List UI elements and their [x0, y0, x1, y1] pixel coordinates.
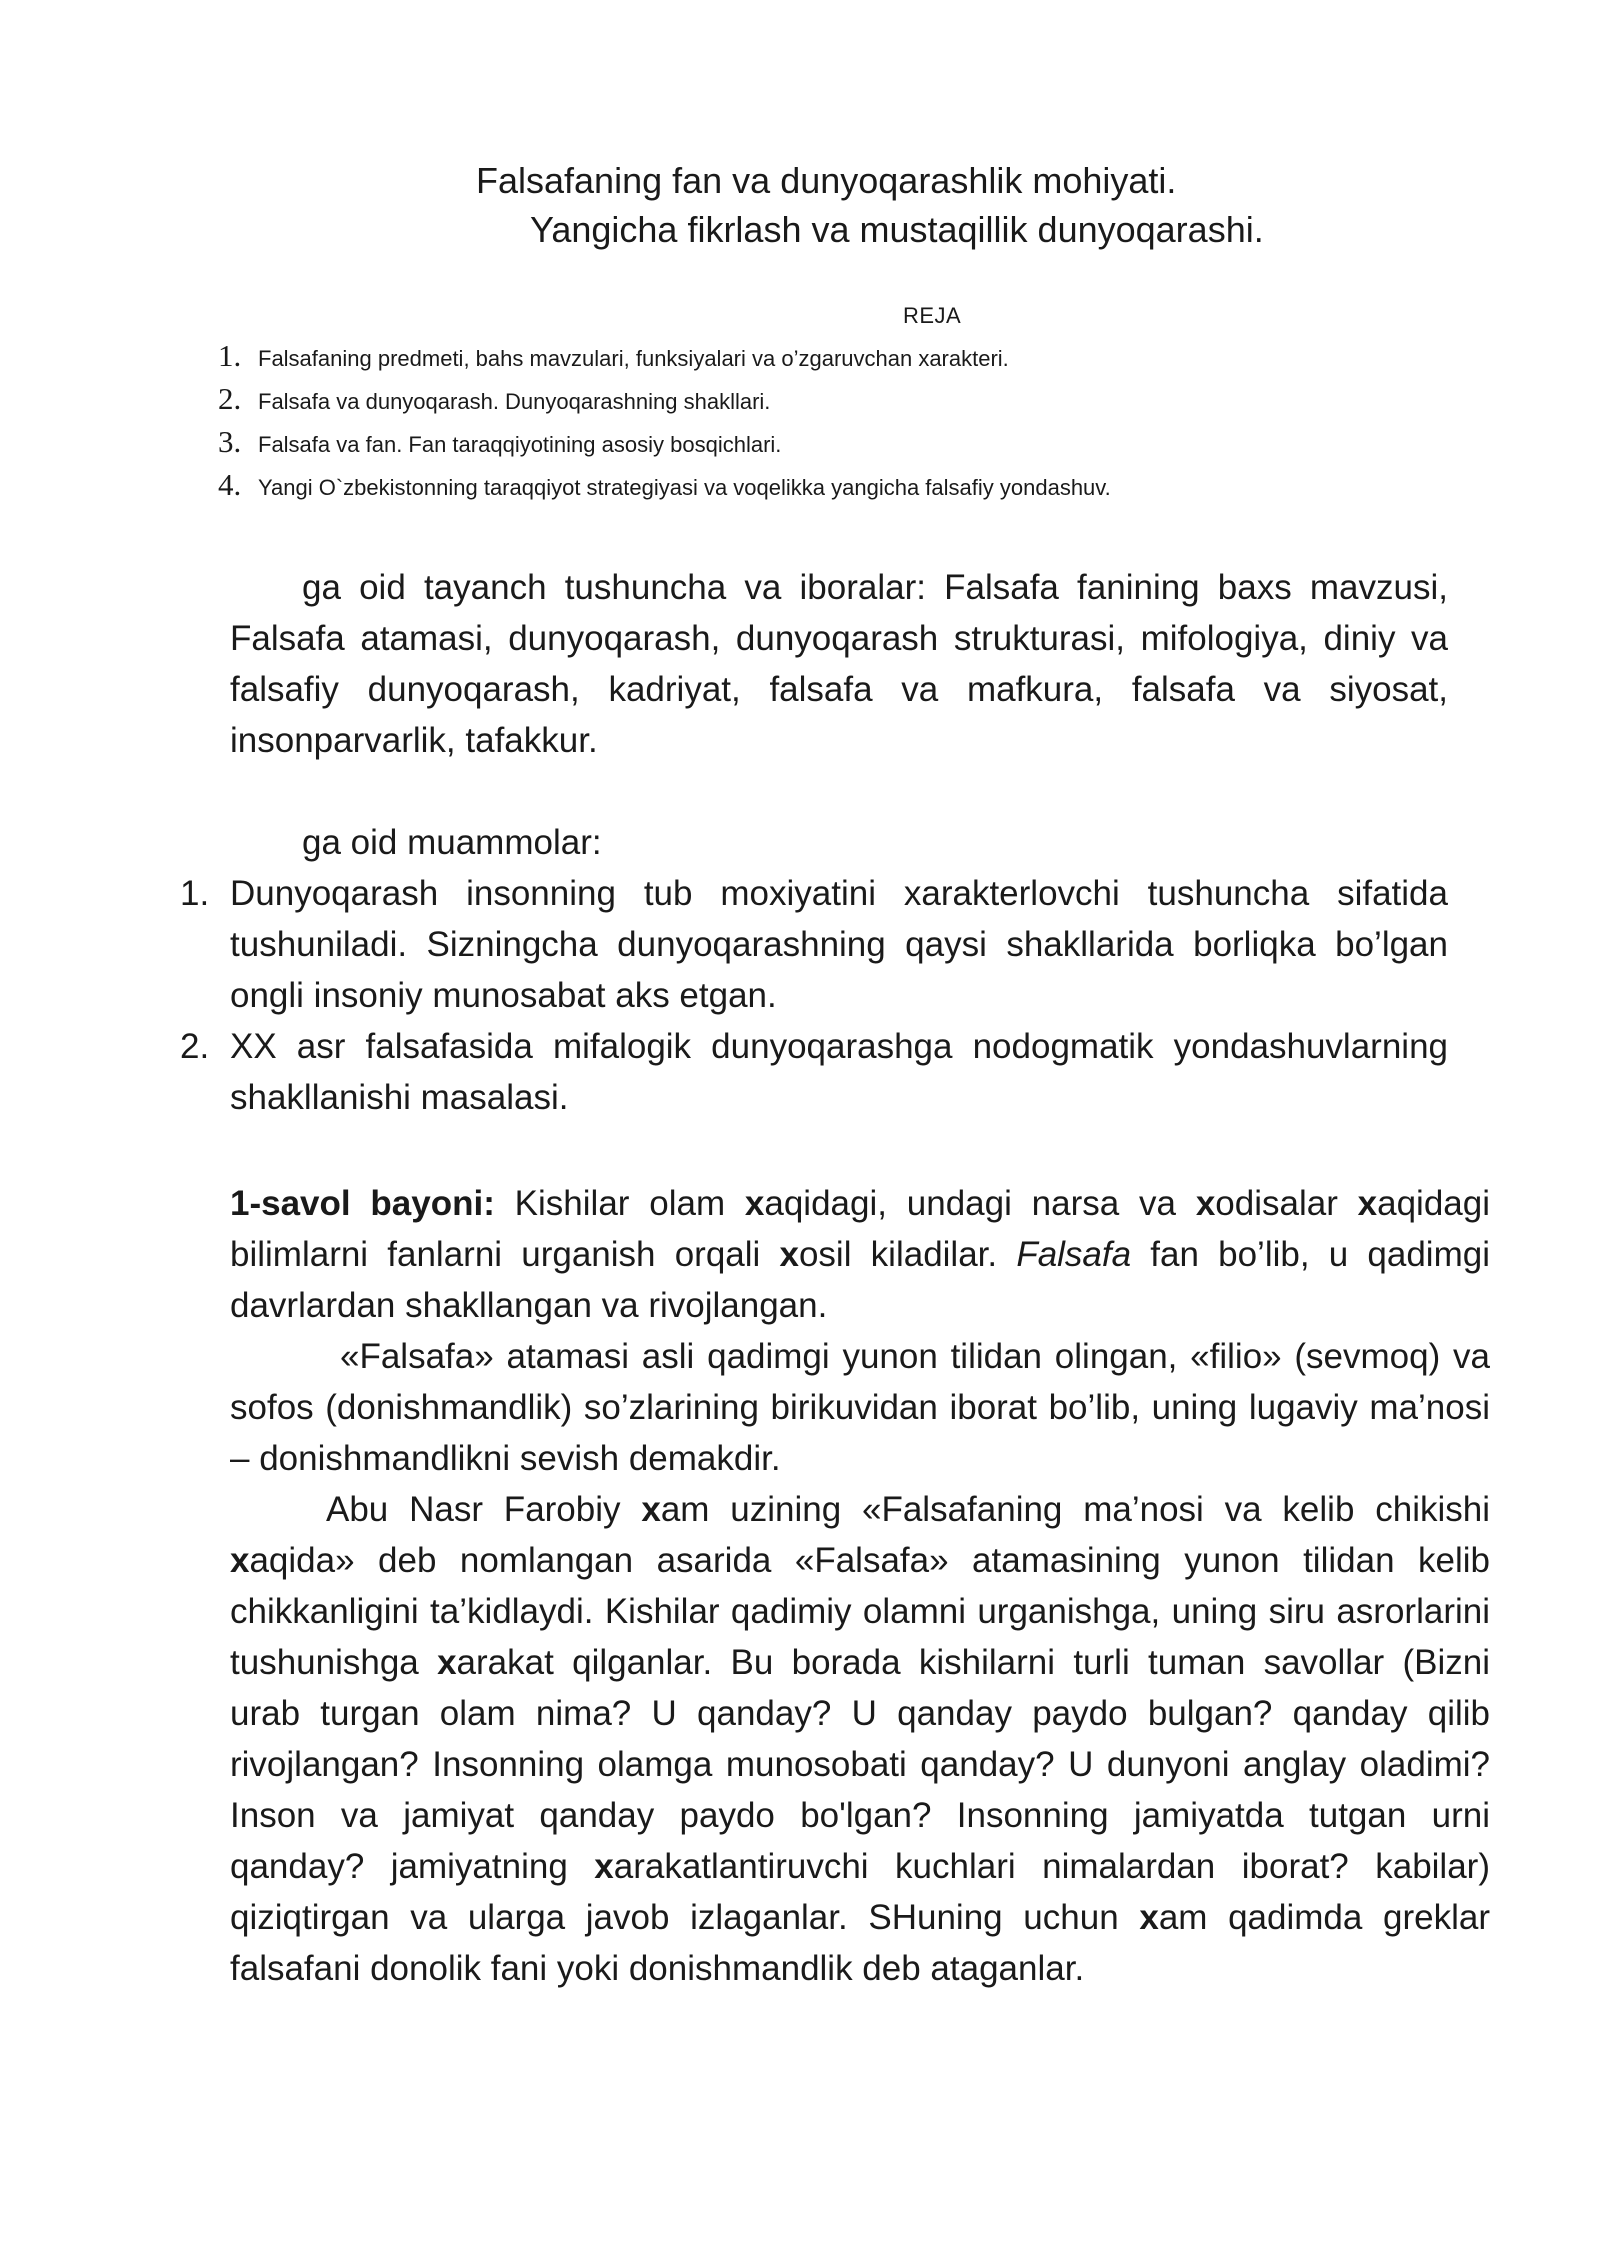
italic-term: Falsafa	[1016, 1235, 1132, 1274]
bold-letter: x	[594, 1847, 614, 1886]
plan-item	[218, 381, 1111, 424]
bold-letter: x	[744, 1184, 765, 1223]
plan-item-number: 3.	[218, 424, 242, 459]
plan-item	[218, 424, 1111, 467]
plan-list	[218, 338, 1111, 510]
title-line-1: Falsafaning fan va dunyoqarashlik mohiyati.	[476, 160, 1177, 201]
answer-lead: 1-savol bayoni:	[230, 1184, 495, 1223]
text-run: am qadimda greklar falsafani donolik fani yoki donishmandlik deb ataganlar.	[230, 1898, 1491, 1988]
plan-item-text: Yangi O`zbekistonning taraqqiyot strategiyasi va voqelikka yangicha falsafiy yondashuv.	[258, 475, 1111, 500]
text-run: aqidagi bilimlarni fanlarni urganish orqali	[230, 1184, 1491, 1274]
bold-letter: x	[1139, 1898, 1159, 1937]
problems-heading: ga oid muammolar:	[302, 823, 602, 862]
problem-item	[180, 868, 1448, 1021]
plan-item	[218, 338, 1111, 381]
bold-letter: x	[1195, 1184, 1216, 1223]
text-run: aqidagi, undagi narsa va	[764, 1184, 1196, 1223]
title-line-2: Yangicha fikrlash va mustaqillik dunyoqarashi.	[530, 209, 1264, 250]
plan-item-number: 1.	[218, 338, 242, 373]
bold-letter: x	[437, 1643, 457, 1682]
plan-item-text: Falsafa va dunyoqarash. Dunyoqarashning shakllari.	[258, 389, 771, 414]
text-run: fan bo’lib, u qadimgi davrlardan shakllangan va rivojlangan.	[230, 1235, 1490, 1325]
bold-letter: x	[641, 1490, 661, 1529]
plan-item-text: Falsafa va fan. Fan taraqqiyotining asosiy bosqichlari.	[258, 432, 782, 457]
plan-item-number: 4.	[218, 467, 242, 502]
bold-letter: x	[230, 1541, 250, 1580]
answer-paragraph-1	[230, 1178, 1490, 1331]
answer-paragraph-2: «Falsafa» atamasi asli qadimgi yunon tilidan olingan, «filio» (sevmoq) va sofos (donishmandlik) so’zlarining birikuvidan iborat bo’lib, uning lugaviy ma’nosi – donishmandlikni sevish demakdir.	[230, 1337, 1490, 1478]
text-run: osil kiladilar.	[798, 1235, 1017, 1274]
keywords-paragraph: ga oid tayanch tushuncha va iboralar: Falsafa fanining baxs mavzusi, Falsafa atamasi, dunyoqarash, dunyoqarash strukturasi, mifologiya, diniy va falsafiy dunyoqarash, kadriyat, falsafa va mafkura, falsafa va siyosat, insonparvarlik, tafakkur.	[230, 568, 1448, 760]
text-run: arakat qilganlar. Bu borada kishilarni turli tuman savollar (Bizni urab turgan olam nima? U qanday? U qanday paydo bulgan? qanday qilib rivojlangan? Insonning olamga munosobati qanday? U dunyoni anglay oladimi? Inson va jamiyat qanday paydo bo'lgan? Insonning jamiyatda tutgan urni qanday? jamiyatning	[230, 1643, 1490, 1886]
text-run: arakatlantiruvchi kuchlari nimalardan iborat? kabilar) qiziqtirgan va ularga javob izlaganlar. SHuning uchun	[230, 1847, 1490, 1937]
problem-number: 1.	[180, 874, 210, 913]
plan-item	[218, 467, 1111, 510]
text-run: Kishilar olam	[494, 1184, 745, 1223]
answer-section	[230, 1178, 1490, 1994]
plan-item-text: Falsafaning predmeti, bahs mavzulari, funksiyalari va o’zgaruvchan xarakteri.	[258, 346, 1009, 371]
problem-text: XX asr falsafasida mifalogik dunyoqarashga nodogmatik yondashuvlarning shakllanishi masalasi.	[230, 1027, 1448, 1117]
problem-text: Dunyoqarash insonning tub moxiyatini xarakterlovchi tushuncha sifatida tushuniladi. Sizningcha dunyoqarashning qaysi shakllarida borliqka bo’lgan ongli insoniy munosabat aks etgan.	[230, 874, 1448, 1015]
text-run: am uzining «Falsafaning ma’nosi va kelib chikishi	[660, 1490, 1490, 1529]
bold-letter: x	[779, 1235, 799, 1274]
text-run: aqida» deb nomlangan asarida «Falsafa» atamasining yunon tilidan kelib chikkanligini ta’kidlaydi. Kishilar qadimiy olamni urganishga, uning siru asrorlarini tushunishga	[230, 1541, 1490, 1682]
plan-heading: REJA	[903, 303, 962, 328]
problems-list	[180, 868, 1448, 1123]
problem-number: 2.	[180, 1027, 210, 1066]
text-run: Abu Nasr Farobiy	[326, 1490, 642, 1529]
plan-item-number: 2.	[218, 381, 242, 416]
problem-item	[180, 1021, 1448, 1123]
text-run: odisalar	[1215, 1184, 1358, 1223]
bold-letter: x	[1357, 1184, 1378, 1223]
answer-paragraph-3	[230, 1484, 1490, 1994]
